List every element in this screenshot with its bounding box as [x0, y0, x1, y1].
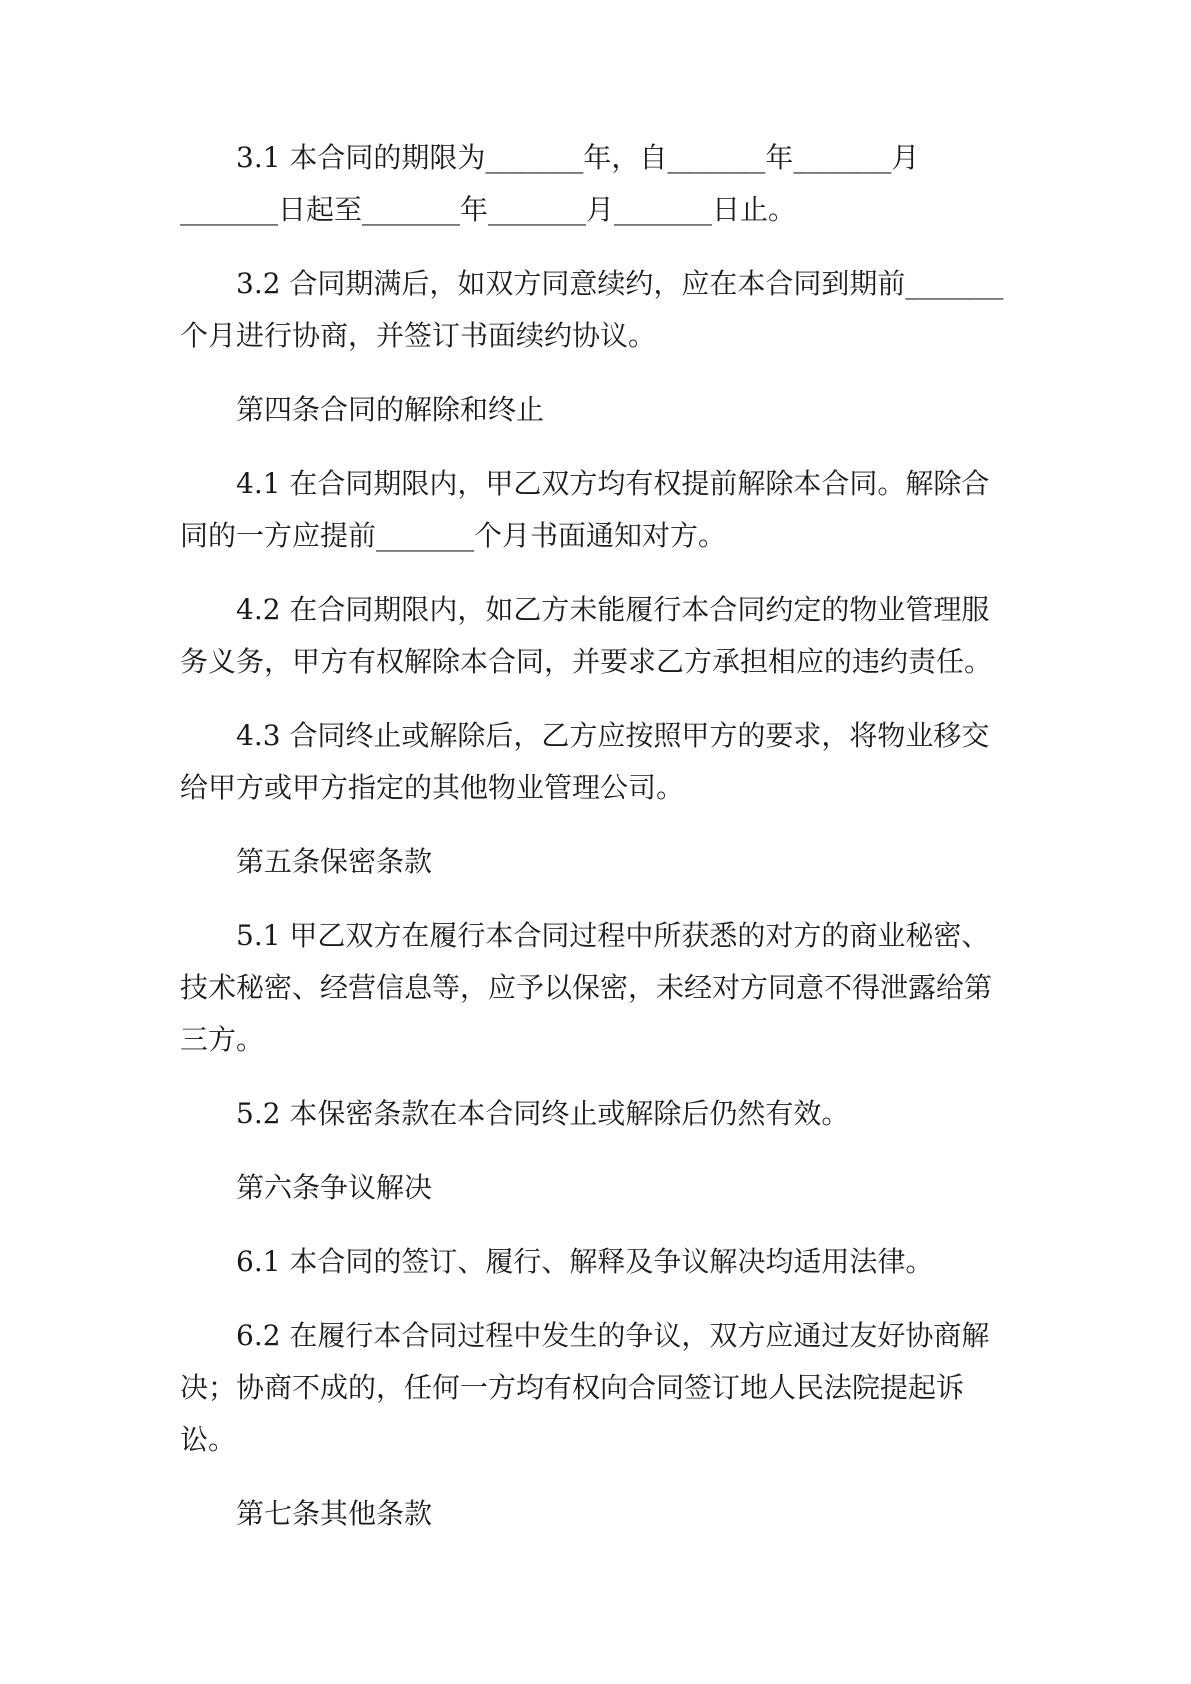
- clause-4-3: 4.3 合同终止或解除后，乙方应按照甲方的要求，将物业移交给甲方或甲方指定的其他物业管理公司。: [180, 719, 990, 804]
- clause-4-2: 4.2 在合同期限内，如乙方未能履行本合同约定的物业管理服务义务，甲方有权解除本合同，并要求乙方承担相应的违约责任。: [180, 593, 993, 678]
- clause-6-1: 6.1 本合同的签订、履行、解释及争议解决均适用法律。: [236, 1245, 934, 1278]
- clause-5-1: 5.1 甲乙双方在履行本合同过程中所获悉的对方的商业秘密、技术秘密、经营信息等，应予以保密，未经对方同意不得泄露给第三方。: [180, 919, 993, 1056]
- document-body: [180, 132, 1010, 1562]
- article-4-heading: 第四条合同的解除和终止: [236, 393, 545, 426]
- clause-3-2: 3.2 合同期满后，如双方同意续约，应在本合同到期前_______个月进行协商，并签订书面续约协议。: [180, 267, 1004, 352]
- article-7-heading: 第七条其他条款: [236, 1497, 433, 1530]
- clause-5-2: 5.2 本保密条款在本合同终止或解除后仍然有效。: [236, 1097, 850, 1130]
- article-6-heading: 第六条争议解决: [236, 1171, 433, 1204]
- clause-6-2: 6.2 在履行本合同过程中发生的争议，双方应通过友好协商解决；协商不成的，任何一方均有权向合同签订地人民法院提起诉讼。: [180, 1319, 990, 1456]
- article-5-heading: 第五条保密条款: [236, 845, 433, 878]
- clause-3-1: 3.1 本合同的期限为_______年，自_______年_______月_______日起至_______年_______月_______日止。: [180, 141, 920, 226]
- clause-4-1: 4.1 在合同期限内，甲乙双方均有权提前解除本合同。解除合同的一方应提前_______个月书面通知对方。: [180, 467, 990, 552]
